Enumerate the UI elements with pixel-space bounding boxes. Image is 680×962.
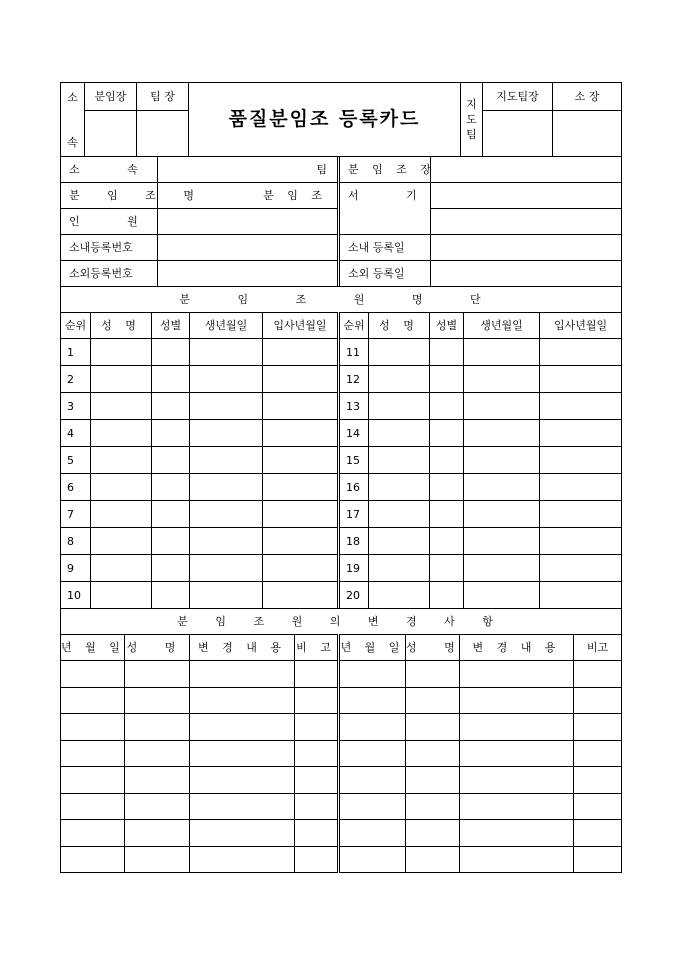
roster-join-field[interactable]	[540, 528, 622, 555]
changes-date-field[interactable]	[339, 767, 406, 794]
roster-gender-field[interactable]	[430, 339, 464, 366]
roster-rank: 2	[61, 366, 91, 393]
changes-name-field[interactable]	[125, 846, 190, 873]
roster-name-field[interactable]	[91, 501, 152, 528]
changes-name-field[interactable]	[406, 846, 460, 873]
roster-gender-field[interactable]	[430, 528, 464, 555]
changes-name-field[interactable]	[125, 793, 190, 820]
roster-join-field[interactable]	[540, 393, 622, 420]
secretary-field-top[interactable]	[431, 183, 622, 209]
roster-name-field[interactable]	[369, 582, 430, 609]
changes-content-field[interactable]	[190, 793, 295, 820]
roster-rank: 3	[61, 393, 91, 420]
roster-name-field[interactable]	[369, 501, 430, 528]
changes-note-field[interactable]	[574, 661, 622, 688]
changes-col-name-2: 성 명	[406, 635, 460, 661]
roster-join-field[interactable]	[263, 420, 339, 447]
roster-row	[61, 339, 622, 366]
roster-join-field[interactable]	[263, 447, 339, 474]
roster-col-rank-2: 순위	[339, 313, 369, 339]
changes-note-field[interactable]	[295, 846, 339, 873]
external-date-label: 소외 등록일	[339, 261, 431, 287]
changes-date-field[interactable]	[339, 687, 406, 714]
sign-tim-jang[interactable]	[137, 111, 189, 157]
roster-name-field[interactable]	[91, 447, 152, 474]
header-bun-im-jang: 분임장	[85, 83, 137, 111]
changes-date-field[interactable]	[61, 767, 125, 794]
changes-date-field[interactable]	[61, 714, 125, 741]
roster-col-birth: 생년월일	[190, 313, 263, 339]
roster-join-field[interactable]	[540, 366, 622, 393]
roster-name-field[interactable]	[369, 420, 430, 447]
changes-content-field[interactable]	[460, 820, 574, 847]
roster-col-name-2: 성 명	[369, 313, 430, 339]
roster-gender-field[interactable]	[430, 555, 464, 582]
roster-birth-field[interactable]	[190, 501, 263, 528]
sign-jido-tim-jang[interactable]	[483, 111, 553, 157]
roster-join-field[interactable]	[263, 582, 339, 609]
roster-birth-field[interactable]	[190, 555, 263, 582]
roster-gender-field[interactable]	[152, 393, 190, 420]
info-table	[60, 156, 622, 287]
changes-note-field[interactable]	[295, 767, 339, 794]
changes-note-field[interactable]	[574, 793, 622, 820]
roster-rank: 13	[339, 393, 369, 420]
changes-content-field[interactable]	[460, 740, 574, 767]
changes-name-field[interactable]	[406, 714, 460, 741]
changes-name-field[interactable]	[125, 661, 190, 688]
roster-join-field[interactable]	[263, 366, 339, 393]
changes-name-field[interactable]	[406, 820, 460, 847]
internal-date-label: 소내 등록일	[339, 235, 431, 261]
roster-rank: 17	[339, 501, 369, 528]
roster-gender-field[interactable]	[152, 339, 190, 366]
changes-date-field[interactable]	[339, 820, 406, 847]
changes-note-field[interactable]	[295, 714, 339, 741]
roster-gender-field[interactable]	[430, 420, 464, 447]
roster-rank: 12	[339, 366, 369, 393]
changes-row	[61, 767, 622, 794]
roster-name-field[interactable]	[91, 366, 152, 393]
changes-name-field[interactable]	[125, 714, 190, 741]
roster-rank: 7	[61, 501, 91, 528]
roster-birth-field[interactable]	[190, 420, 263, 447]
changes-date-field[interactable]	[61, 740, 125, 767]
changes-date-field[interactable]	[61, 820, 125, 847]
roster-gender-field[interactable]	[152, 366, 190, 393]
roster-join-field[interactable]	[263, 528, 339, 555]
roster-birth-field[interactable]	[464, 555, 540, 582]
roster-gender-field[interactable]	[152, 528, 190, 555]
roster-birth-field[interactable]	[190, 528, 263, 555]
changes-row	[61, 714, 622, 741]
roster-name-field[interactable]	[91, 474, 152, 501]
changes-date-field[interactable]	[61, 661, 125, 688]
leader-label: 분 임 조 장	[339, 157, 431, 183]
changes-date-field[interactable]	[339, 846, 406, 873]
roster-row	[61, 528, 622, 555]
leader-field[interactable]	[431, 157, 622, 183]
changes-note-field[interactable]	[574, 740, 622, 767]
roster-col-gender-2: 성별	[430, 313, 464, 339]
members-label: 인 원	[61, 209, 158, 235]
roster-gender-field[interactable]	[430, 393, 464, 420]
external-date-field[interactable]	[431, 261, 622, 287]
changes-name-field[interactable]	[406, 767, 460, 794]
changes-header-row	[61, 635, 622, 661]
tim-suffix: 팀	[316, 163, 327, 176]
roster-gender-field[interactable]	[430, 366, 464, 393]
header-jido-char-2: 도	[466, 113, 477, 126]
roster-rank: 1	[61, 339, 91, 366]
header-jido-tim-cell	[461, 83, 483, 157]
roster-birth-field[interactable]	[190, 366, 263, 393]
external-no-label: 소외등록번호	[61, 261, 158, 287]
roster-join-field[interactable]	[540, 420, 622, 447]
roster-gender-field[interactable]	[152, 501, 190, 528]
changes-col-note-2: 비고	[574, 635, 622, 661]
roster-rank: 15	[339, 447, 369, 474]
roster-join-field[interactable]	[263, 339, 339, 366]
roster-gender-field[interactable]	[430, 501, 464, 528]
roster-rank: 11	[339, 339, 369, 366]
roster-gender-field[interactable]	[152, 582, 190, 609]
group-suffix: 분 임 조	[263, 189, 327, 202]
roster-rank: 10	[61, 582, 91, 609]
changes-note-field[interactable]	[295, 740, 339, 767]
group-name-label: 분 임 조 명	[61, 183, 158, 209]
roster-rank: 18	[339, 528, 369, 555]
roster-row	[61, 393, 622, 420]
roster-rank: 19	[339, 555, 369, 582]
roster-gender-field[interactable]	[152, 447, 190, 474]
roster-birth-field[interactable]	[464, 420, 540, 447]
roster-birth-field[interactable]	[464, 474, 540, 501]
roster-name-field[interactable]	[91, 420, 152, 447]
changes-content-field[interactable]	[190, 820, 295, 847]
roster-name-field[interactable]	[369, 528, 430, 555]
roster-name-field[interactable]	[369, 393, 430, 420]
changes-name-field[interactable]	[406, 793, 460, 820]
roster-row	[61, 501, 622, 528]
changes-content-field[interactable]	[190, 740, 295, 767]
changes-name-field[interactable]	[125, 740, 190, 767]
changes-col-content-2: 변 경 내 용	[460, 635, 574, 661]
roster-col-rank: 순위	[61, 313, 91, 339]
sign-bun-im-jang[interactable]	[85, 111, 137, 157]
roster-name-field[interactable]	[369, 447, 430, 474]
changes-content-field[interactable]	[460, 767, 574, 794]
roster-join-field[interactable]	[263, 555, 339, 582]
changes-content-field[interactable]	[190, 661, 295, 688]
roster-col-birth-2: 생년월일	[464, 313, 540, 339]
roster-gender-field[interactable]	[430, 447, 464, 474]
roster-join-field[interactable]	[540, 582, 622, 609]
changes-content-field[interactable]	[460, 793, 574, 820]
roster-join-field[interactable]	[263, 393, 339, 420]
changes-date-field[interactable]	[339, 793, 406, 820]
header-table	[60, 82, 622, 157]
roster-rank: 6	[61, 474, 91, 501]
roster-row	[61, 420, 622, 447]
roster-name-field[interactable]	[91, 582, 152, 609]
changes-row	[61, 661, 622, 688]
header-so-jang: 소 장	[553, 83, 622, 111]
roster-name-field[interactable]	[91, 528, 152, 555]
changes-row	[61, 820, 622, 847]
roster-rank: 16	[339, 474, 369, 501]
roster-rank: 5	[61, 447, 91, 474]
roster-join-field[interactable]	[263, 474, 339, 501]
roster-rank: 14	[339, 420, 369, 447]
changes-content-field[interactable]	[460, 687, 574, 714]
roster-birth-field[interactable]	[464, 528, 540, 555]
changes-col-note: 비 고	[295, 635, 339, 661]
header-sosok-char-2: 속	[67, 135, 78, 149]
roster-row	[61, 474, 622, 501]
roster-name-field[interactable]	[91, 555, 152, 582]
roster-rank: 9	[61, 555, 91, 582]
roster-row	[61, 447, 622, 474]
changes-col-date: 년 월 일	[61, 635, 125, 661]
roster-col-join-2: 입사년월일	[540, 313, 622, 339]
changes-content-field[interactable]	[460, 661, 574, 688]
roster-col-join: 입사년월일	[263, 313, 339, 339]
changes-note-field[interactable]	[295, 793, 339, 820]
changes-table	[60, 608, 622, 873]
sosok-field[interactable]	[158, 157, 339, 183]
changes-date-field[interactable]	[339, 661, 406, 688]
roster-gender-field[interactable]	[152, 420, 190, 447]
changes-note-field[interactable]	[574, 687, 622, 714]
roster-row	[61, 582, 622, 609]
roster-birth-field[interactable]	[464, 501, 540, 528]
roster-gender-field[interactable]	[152, 555, 190, 582]
changes-name-field[interactable]	[125, 767, 190, 794]
roster-birth-field[interactable]	[464, 366, 540, 393]
roster-name-field[interactable]	[369, 474, 430, 501]
header-tim-jang: 팀 장	[137, 83, 189, 111]
changes-row	[61, 793, 622, 820]
roster-rank: 8	[61, 528, 91, 555]
roster-gender-field[interactable]	[430, 474, 464, 501]
internal-no-field[interactable]	[158, 235, 339, 261]
roster-name-field[interactable]	[91, 393, 152, 420]
roster-join-field[interactable]	[263, 501, 339, 528]
sosok-label: 소 속	[61, 157, 158, 183]
changes-content-field[interactable]	[460, 846, 574, 873]
roster-rank: 4	[61, 420, 91, 447]
changes-content-field[interactable]	[460, 714, 574, 741]
roster-name-field[interactable]	[369, 555, 430, 582]
header-jido-char-1: 지	[466, 98, 477, 111]
roster-join-field[interactable]	[540, 339, 622, 366]
internal-date-field[interactable]	[431, 235, 622, 261]
changes-date-field[interactable]	[339, 714, 406, 741]
roster-col-gender: 성별	[152, 313, 190, 339]
internal-no-label: 소내등록번호	[61, 235, 158, 261]
changes-content-field[interactable]	[190, 714, 295, 741]
changes-note-field[interactable]	[574, 767, 622, 794]
external-no-field[interactable]	[158, 261, 339, 287]
changes-note-field[interactable]	[574, 714, 622, 741]
changes-row	[61, 687, 622, 714]
changes-date-field[interactable]	[61, 687, 125, 714]
roster-section-title: 분 임 조 원 명 단	[61, 287, 622, 313]
roster-name-field[interactable]	[369, 339, 430, 366]
roster-name-field[interactable]	[91, 339, 152, 366]
changes-name-field[interactable]	[125, 820, 190, 847]
roster-birth-field[interactable]	[190, 474, 263, 501]
roster-birth-field[interactable]	[464, 339, 540, 366]
changes-col-date-2: 년 월 일	[339, 635, 406, 661]
roster-table	[60, 286, 622, 609]
roster-row	[61, 555, 622, 582]
changes-date-field[interactable]	[339, 740, 406, 767]
changes-name-field[interactable]	[125, 687, 190, 714]
roster-birth-field[interactable]	[190, 582, 263, 609]
changes-name-field[interactable]	[406, 661, 460, 688]
secretary-label: 서 기	[339, 183, 431, 235]
roster-rank: 20	[339, 582, 369, 609]
roster-birth-field[interactable]	[190, 339, 263, 366]
roster-birth-field[interactable]	[190, 447, 263, 474]
roster-birth-field[interactable]	[464, 447, 540, 474]
changes-note-field[interactable]	[295, 820, 339, 847]
roster-birth-field[interactable]	[464, 582, 540, 609]
roster-birth-field[interactable]	[190, 393, 263, 420]
changes-content-field[interactable]	[190, 687, 295, 714]
roster-gender-field[interactable]	[152, 474, 190, 501]
changes-content-field[interactable]	[190, 846, 295, 873]
header-sosok-char-1: 소	[67, 90, 78, 104]
roster-join-field[interactable]	[540, 447, 622, 474]
roster-header-row	[61, 313, 622, 339]
roster-join-field[interactable]	[540, 555, 622, 582]
roster-join-field[interactable]	[540, 501, 622, 528]
roster-row	[61, 366, 622, 393]
header-sosok-cell	[61, 83, 85, 157]
header-jido-tim-jang: 지도팀장	[483, 83, 553, 111]
changes-row	[61, 846, 622, 873]
sign-so-jang[interactable]	[553, 111, 622, 157]
changes-section-title: 분 임 조 원 의 변 경 사 항	[61, 609, 622, 635]
changes-name-field[interactable]	[406, 740, 460, 767]
members-field[interactable]	[158, 209, 339, 235]
changes-col-name: 성 명	[125, 635, 190, 661]
changes-date-field[interactable]	[61, 846, 125, 873]
changes-content-field[interactable]	[190, 767, 295, 794]
changes-note-field[interactable]	[295, 661, 339, 688]
header-jido-char-3: 팀	[466, 128, 477, 141]
roster-col-name: 성 명	[91, 313, 152, 339]
changes-note-field[interactable]	[574, 820, 622, 847]
changes-name-field[interactable]	[406, 687, 460, 714]
changes-note-field[interactable]	[295, 687, 339, 714]
changes-col-content: 변 경 내 용	[190, 635, 295, 661]
secretary-field[interactable]	[431, 209, 622, 235]
changes-date-field[interactable]	[61, 793, 125, 820]
roster-gender-field[interactable]	[430, 582, 464, 609]
page-title: 품질분임조 등록카드	[189, 83, 461, 157]
changes-row	[61, 740, 622, 767]
roster-birth-field[interactable]	[464, 393, 540, 420]
registration-card	[60, 82, 621, 873]
changes-note-field[interactable]	[574, 846, 622, 873]
roster-name-field[interactable]	[369, 366, 430, 393]
roster-join-field[interactable]	[540, 474, 622, 501]
